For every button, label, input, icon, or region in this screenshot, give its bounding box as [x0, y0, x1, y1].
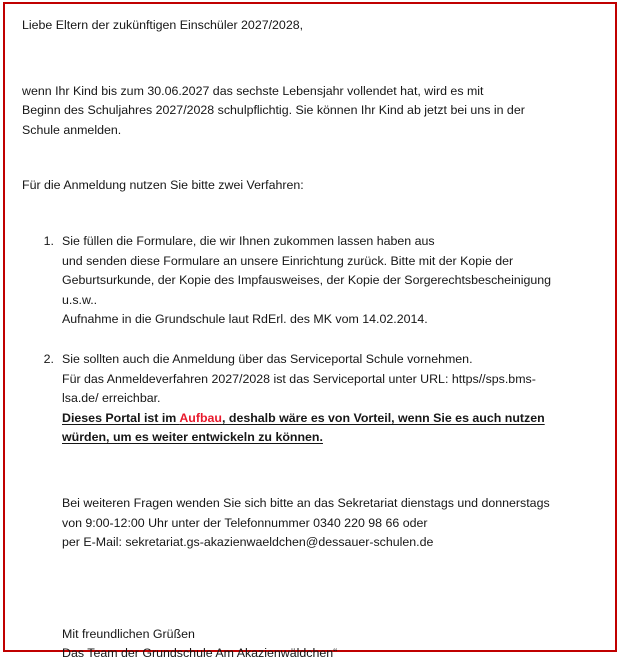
contact-email-line: per E-Mail: sekretariat.gs-akazienwaeldchen@dessauer-schulen.de: [62, 535, 434, 550]
intro-line-3: Schule anmelden.: [22, 122, 122, 137]
list-item-line: Geburtsurkunde, der Kopie des Impfausweises, der Kopie der Sorgerechtsbescheinigung: [62, 273, 552, 288]
letter-body: [5, 4, 615, 661]
spacer: [22, 448, 599, 494]
letter-page-frame: [3, 2, 617, 661]
spacer: [22, 36, 599, 82]
list-item-line: Aufnahme in die Grundschule laut RdErl. des MK vom 14.02.2014.: [62, 312, 428, 327]
spacer: [22, 196, 599, 232]
closing-greeting: Mit freundlichen Grüßen: [62, 626, 195, 641]
spacer: [22, 140, 599, 176]
intro-line-2: Beginn des Schuljahres 2027/2028 schulpflichtig. Sie können Ihr Kind ab jetzt bei uns in der: [22, 103, 525, 118]
closing-block: [62, 625, 599, 664]
procedures-lead: Für die Anmeldung nutzen Sie bitte zwei Verfahren:: [22, 178, 304, 193]
list-item-line: Für das Anmeldeverfahren 2027/2028 ist das Serviceportal unter URL: https//sps.bms-: [62, 371, 536, 386]
portal-notice-line-1: [62, 409, 599, 429]
list-item: [34, 232, 599, 330]
intro-line-1: wenn Ihr Kind bis zum 30.06.2027 das sechste Lebensjahr vollendet hat, wird es mit: [22, 83, 484, 98]
salutation: Liebe Eltern der zukünftigen Einschüler 2027/2028,: [22, 18, 304, 32]
portal-status-accent: Aufbau: [179, 410, 222, 425]
closing-signature: Das Team der Grundschule Am Akazienwäldchen“: [62, 646, 338, 661]
procedures-list: [22, 232, 599, 448]
spacer: [22, 553, 599, 599]
list-item-line: u.s.w..: [62, 292, 98, 307]
contact-block: [62, 494, 599, 553]
intro-paragraph: [22, 82, 599, 141]
list-item-line: lsa.de/ erreichbar.: [62, 391, 161, 406]
portal-notice-text-before: Dieses Portal ist im: [62, 410, 180, 425]
spacer: [22, 599, 599, 625]
list-item: [34, 350, 599, 448]
contact-line-1: Bei weiteren Fragen wenden Sie sich bitte an das Sekretariat dienstags und donnerstags: [62, 495, 550, 510]
portal-notice-text-after: , deshalb wäre es von Vorteil, wenn Sie es auch nutzen: [221, 410, 545, 425]
portal-notice-line-2: würden, um es weiter entwickeln zu können.: [62, 430, 323, 445]
list-item-line: Sie füllen die Formulare, die wir Ihnen zukommen lassen haben aus: [62, 233, 435, 248]
contact-line-2: von 9:00-12:00 Uhr unter der Telefonnummer 0340 220 98 66 oder: [62, 515, 428, 530]
list-item-line: Sie sollten auch die Anmeldung über das Serviceportal Schule vornehmen.: [62, 351, 473, 366]
list-marker: 2.: [43, 351, 54, 366]
list-marker: 1.: [43, 233, 54, 248]
list-item-line: und senden diese Formulare an unsere Einrichtung zurück. Bitte mit der Kopie der: [62, 253, 514, 268]
